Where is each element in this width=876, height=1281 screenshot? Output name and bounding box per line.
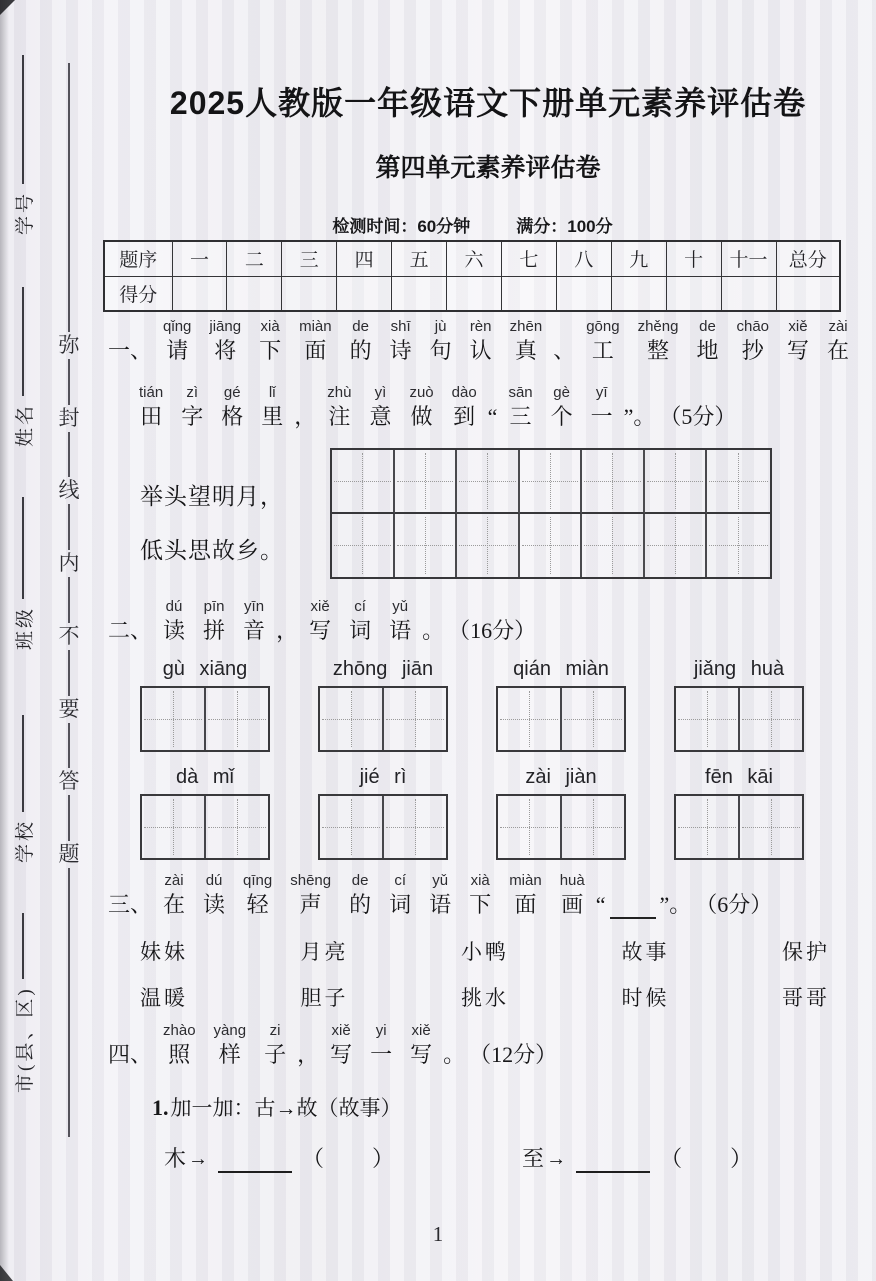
stem-token: yǔ 语 [429, 872, 452, 917]
tianzige-cell [707, 514, 770, 578]
stem-token: xiě 写 [787, 318, 810, 363]
word-item: 温暖 [140, 986, 188, 1010]
seal-line-segment [68, 723, 70, 769]
pinyin-label: zài jiàn [525, 766, 597, 788]
stem-token: de 的 [349, 872, 372, 917]
tianzige-cell [320, 688, 384, 750]
q2-answer-group [496, 658, 626, 752]
word-item: 挑水 [461, 986, 509, 1010]
stem-token: ， [297, 1042, 320, 1067]
page-number: 1 [432, 1222, 444, 1246]
answer-blank [218, 1167, 292, 1173]
stem-token: 。 [443, 1042, 466, 1067]
stem-token: qīng 轻 [243, 872, 273, 917]
tianzige-cell [520, 450, 583, 514]
q2-answer-group [674, 658, 804, 752]
answer-box [318, 686, 448, 752]
stem-token: zhào 照 [163, 1022, 196, 1067]
stem-token: cí 词 [389, 872, 412, 917]
stem-token: yīn 音 [243, 598, 266, 643]
score-table-header-label: 题序 [104, 241, 172, 276]
arrow-glyph: → [546, 1148, 567, 1170]
paren-open: （ [660, 1146, 683, 1171]
q3-word-row-2 [140, 982, 830, 1012]
score-cell [666, 276, 721, 311]
stem-token: zài 在 [163, 872, 186, 917]
sidebar-field [6, 287, 40, 447]
score-table-column: 二 [227, 241, 282, 276]
tianzige-cell [457, 514, 520, 578]
stem-token: yī 一 [590, 384, 613, 429]
seal-character: 题 [58, 842, 80, 866]
stem-token: 三、 [108, 892, 153, 917]
stem-token: dú 读 [163, 598, 186, 643]
seal-line [57, 63, 81, 1137]
paren-open: （ [302, 1146, 325, 1171]
pinyin-label: fēn kāi [705, 766, 773, 788]
q2-answer-row-1 [140, 658, 804, 752]
tianzige-cell [676, 688, 740, 750]
score-table-column: 七 [501, 241, 556, 276]
stem-token: “ [595, 892, 606, 917]
score-cell [776, 276, 840, 311]
tianzige-cell [395, 514, 458, 578]
score-table-column: 一 [172, 241, 227, 276]
answer-box [140, 686, 270, 752]
sidebar-field-blank-line [22, 497, 24, 599]
stem-token: （6分） [695, 892, 773, 917]
poem-line-1: 举头望明月， [140, 484, 284, 509]
stem-token: xià 下 [259, 318, 282, 363]
sidebar-field-label: 姓名 [14, 402, 36, 447]
stem-token: gè 个 [550, 384, 573, 429]
q4-example-number: 1. [152, 1095, 169, 1120]
q1-stem-line2 [130, 384, 738, 431]
tianzige-cell [645, 450, 708, 514]
score-table-header-row [104, 241, 840, 276]
word-item: 月亮 [300, 940, 349, 964]
q4-blank-group [164, 1142, 394, 1173]
stem-token: （16分） [448, 618, 537, 643]
q2-stem [106, 598, 538, 645]
q4-source-character: 木 [164, 1146, 187, 1171]
stem-token: gōng 工 [586, 318, 620, 363]
stem-token: zuò 做 [409, 384, 434, 429]
seal-character: 答 [58, 769, 80, 794]
q4-stem [106, 1022, 559, 1069]
sidebar-field-blank-line [22, 287, 24, 396]
score-table-column: 总分 [776, 241, 840, 276]
pinyin-label: jiǎng huà [693, 658, 785, 680]
tianzige-cell [740, 796, 802, 858]
tianzige-cell [142, 688, 206, 750]
paren-close: ） [372, 1146, 395, 1171]
tianzige-cell [740, 688, 802, 750]
seal-line-segment [68, 63, 70, 332]
stem-token: 、 [553, 338, 576, 363]
score-cell [611, 276, 666, 311]
sidebar-field-blank-line [22, 715, 24, 812]
stem-token: tián 田 [139, 384, 164, 429]
stem-token: dào 到 [451, 384, 477, 429]
sidebar-field-blank-line [22, 55, 24, 184]
score-cell [227, 276, 282, 311]
q3-word-row-1 [140, 936, 830, 966]
stem-token: 四、 [108, 1042, 153, 1067]
word-item: 胆子 [300, 986, 349, 1010]
word-item: 小鸭 [461, 940, 509, 964]
word-item: 故事 [621, 940, 670, 964]
pinyin-label: dà mǐ [176, 766, 234, 788]
seal-line-segment [68, 577, 70, 623]
seal-line-segment [68, 650, 70, 696]
q2-answer-group [140, 658, 270, 752]
sidebar-field [6, 913, 40, 1093]
sidebar-field-label: 学校 [14, 818, 36, 863]
word-item: 妹妹 [140, 940, 188, 964]
stem-token: yàng 样 [213, 1022, 247, 1067]
exam-fullscore-label: 满分：100分 [516, 217, 613, 236]
answer-box [140, 794, 270, 860]
stem-token: yì 意 [369, 384, 392, 429]
q3-stem [106, 872, 774, 919]
exam-time-label: 检测时间：60分钟 [332, 217, 471, 236]
score-cell [337, 276, 392, 311]
answer-box [674, 686, 804, 752]
stem-token: zhēn 真 [509, 318, 543, 363]
pinyin-label: gù xiāng [162, 658, 248, 680]
tianzige-cell [320, 796, 384, 858]
q2-answer-group [140, 766, 270, 860]
score-cell [282, 276, 337, 311]
sidebar-field [6, 55, 40, 235]
score-table-column: 四 [337, 241, 392, 276]
stem-token: ， [276, 618, 299, 643]
q1-stem-line1 [106, 318, 858, 365]
tianzige-cell [645, 514, 708, 578]
stem-token: jù 句 [429, 318, 452, 363]
q2-answer-group [496, 766, 626, 860]
tianzige-cell [582, 450, 645, 514]
stem-token: dú 读 [203, 872, 226, 917]
q4-blank-group [522, 1142, 752, 1173]
tianzige-cell [562, 796, 624, 858]
answer-box [318, 794, 448, 860]
page-title: 2025人教版一年级语文下册单元素养评估卷 [169, 85, 807, 121]
q4-answer-blanks [164, 1142, 752, 1173]
score-table-column: 九 [611, 241, 666, 276]
stem-token: huà 画 [559, 872, 585, 917]
sidebar-field-label: 市(县、区) [14, 986, 36, 1093]
stem-token: 。 [422, 618, 445, 643]
stem-token: ”。 [623, 404, 656, 429]
sidebar-field [6, 715, 40, 863]
tianzige-cell [384, 796, 446, 858]
score-table-column: 八 [556, 241, 611, 276]
stem-token: zhěng 整 [637, 318, 679, 363]
tianzige-cell [520, 514, 583, 578]
scan-artifact-top-left [0, 0, 15, 15]
stem-token: rèn 认 [469, 318, 492, 363]
stem-token: 二、 [108, 618, 153, 643]
q2-answer-group [318, 766, 448, 860]
q2-answer-group [674, 766, 804, 860]
stem-token: （5分） [659, 404, 737, 429]
stem-token: lǐ 里 [261, 384, 284, 429]
stem-token: shī 诗 [389, 318, 412, 363]
score-table-column: 六 [447, 241, 502, 276]
stem-token: sān 三 [508, 384, 533, 429]
stem-token [608, 874, 658, 919]
seal-line-segment [68, 795, 70, 841]
stem-token: 一、 [108, 338, 153, 363]
seal-character: 封 [58, 405, 80, 430]
scan-artifact-bottom-left [0, 1265, 13, 1281]
q2-answer-row-2 [140, 766, 804, 860]
stem-token: zài 在 [827, 318, 850, 363]
pinyin-label: jié rì [359, 766, 407, 788]
tianzige-cell [582, 514, 645, 578]
stem-token: zì 字 [181, 384, 204, 429]
stem-token: miàn 面 [509, 872, 542, 917]
score-table-column: 三 [282, 241, 337, 276]
tianzige-cell [332, 514, 395, 578]
pinyin-label: qián miàn [513, 658, 609, 680]
score-table-column: 十一 [721, 241, 776, 276]
paper-area [100, 0, 876, 1281]
stem-token: ”。 [659, 892, 692, 917]
seal-character: 线 [58, 478, 80, 503]
q4-example-method: 加一加： [170, 1096, 255, 1120]
seal-line-segment [68, 868, 70, 1137]
seal-line-segment [68, 432, 70, 478]
answer-blank [576, 1167, 650, 1173]
stem-token: gé 格 [221, 384, 244, 429]
pinyin-label: zhōng jiān [332, 658, 434, 680]
score-table-column: 十 [666, 241, 721, 276]
paren-close: ） [730, 1146, 753, 1171]
tianzige-cell [498, 796, 562, 858]
score-cell [721, 276, 776, 311]
score-cell [447, 276, 502, 311]
stem-token: zi 子 [264, 1022, 287, 1067]
seal-character: 内 [58, 551, 80, 576]
score-cell [501, 276, 556, 311]
score-cell [172, 276, 227, 311]
stem-token: cí 词 [349, 598, 372, 643]
answer-box [674, 794, 804, 860]
stem-token: chāo 抄 [736, 318, 770, 363]
tianzige-cell [457, 450, 520, 514]
stem-token: xià 下 [469, 872, 492, 917]
answer-box [496, 794, 626, 860]
stem-token: pīn 拼 [203, 598, 226, 643]
word-item: 保护 [782, 940, 830, 964]
tianzige-cell [707, 450, 770, 514]
tianzige-cell [562, 688, 624, 750]
poem-line-2: 低头思故乡。 [140, 538, 284, 563]
tianzige-cell [206, 688, 268, 750]
q2-answer-group [318, 658, 448, 752]
stem-token: ， [294, 404, 317, 429]
sidebar-field-label: 学号 [14, 190, 36, 235]
score-table [103, 240, 841, 312]
seal-line-segment [68, 359, 70, 405]
seal-character: 不 [58, 623, 80, 648]
stem-token: zhù 注 [327, 384, 352, 429]
arrow-glyph: → [188, 1148, 209, 1170]
stem-token: miàn 面 [299, 318, 332, 363]
stem-token: de 的 [349, 318, 372, 363]
stem-token: yi 一 [370, 1022, 393, 1067]
stem-token: xiě 写 [309, 598, 332, 643]
score-cell [556, 276, 611, 311]
stem-token: shēng 声 [290, 872, 332, 917]
stem-token: “ [487, 404, 498, 429]
stem-token: xiě 写 [330, 1022, 353, 1067]
stem-token: yǔ 语 [389, 598, 412, 643]
score-table-row-label: 得分 [104, 276, 172, 311]
exam-info [100, 212, 845, 237]
seal-character: 要 [58, 696, 80, 721]
stem-token: qǐng 请 [163, 318, 192, 363]
word-item: 时候 [621, 986, 670, 1010]
sidebar-field-blank-line [22, 913, 24, 979]
stem-token: （12分） [469, 1042, 558, 1067]
word-item: 哥哥 [782, 986, 830, 1010]
q1-writing-grid [330, 448, 772, 579]
stem-token: xiě 写 [410, 1022, 433, 1067]
answer-box [496, 686, 626, 752]
score-table-column: 五 [392, 241, 447, 276]
tianzige-cell [498, 688, 562, 750]
tianzige-cell [332, 450, 395, 514]
exam-subtitle: 第四单元素养评估卷 [375, 154, 601, 182]
stem-token: de 地 [696, 318, 719, 363]
q4-example-sample: 古→故（故事） [254, 1096, 402, 1120]
seal-character: 弥 [58, 332, 80, 357]
tianzige-cell [142, 796, 206, 858]
sidebar-field [6, 497, 40, 650]
tianzige-cell [384, 688, 446, 750]
stem-token: jiāng 将 [209, 318, 242, 363]
tianzige-cell [395, 450, 458, 514]
score-cell [392, 276, 447, 311]
sidebar-field-label: 班级 [14, 605, 36, 650]
seal-line-segment [68, 504, 70, 550]
tianzige-cell [206, 796, 268, 858]
tianzige-cell [676, 796, 740, 858]
q4-source-character: 至 [522, 1146, 545, 1171]
q4-example-line [152, 1092, 402, 1122]
score-table-score-row [104, 276, 840, 311]
